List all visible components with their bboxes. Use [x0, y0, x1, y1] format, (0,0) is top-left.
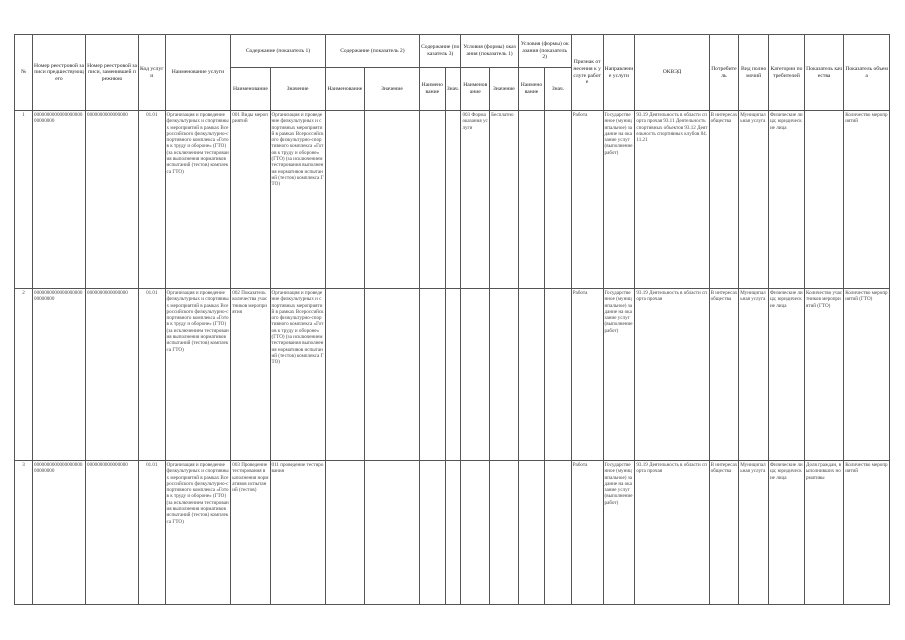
table-body — [15, 111, 890, 605]
cell-conditions-2-value — [545, 111, 572, 289]
cell-conditions-1-value: Бесплатно — [490, 111, 519, 289]
cell-content-2-value — [364, 111, 419, 289]
table-row — [15, 289, 890, 461]
col-okved: ОКВЭД — [635, 35, 709, 111]
header-row-main — [15, 35, 890, 68]
cell-okved: 93.19 Деятельность в области спорта прочая — [635, 461, 709, 605]
cell-service-name: Организация и проведение физкультурных и спортивных мероприятий в рамках Всероссийского физкультурно-спортивного комплекса «Готов к труду и обороне» (ГТО) (за исключением тестирования выполнения нормативов испытаний (тестов) комплекса ГТО) — [165, 461, 231, 605]
cell-service-code: 01.01 — [139, 289, 166, 461]
cell-conditions-2-value — [545, 289, 572, 461]
col-content-2-name: Наименование — [325, 68, 364, 111]
cell-purpose: Государственное (муниципальное) задание на оказание услуг (выполнение работ) — [603, 111, 635, 289]
registry-table — [14, 34, 890, 605]
cell-content-3-value — [445, 289, 461, 461]
table-row — [15, 111, 890, 289]
cell-num: 2 — [15, 289, 33, 461]
cell-consumer: В интересах общества — [709, 289, 739, 461]
col-activity: Признак отнесения к услуге работе — [571, 35, 603, 111]
cell-num: 1 — [15, 111, 33, 289]
cell-reg-number: 000000000000000000000000000 — [33, 111, 86, 289]
cell-content-2-value — [364, 461, 419, 605]
cell-quality: Доля граждан, выполнивших нормативы — [805, 461, 844, 605]
col-content-2-value: Значение — [364, 68, 419, 111]
cell-conditions-1-name — [461, 461, 490, 605]
cell-content-2-name — [325, 111, 364, 289]
cell-content-3-value — [445, 111, 461, 289]
cell-num: 3 — [15, 461, 33, 605]
col-content-1: Содержание (показатель 1) — [231, 35, 325, 68]
col-power-type: Вид полномочий — [739, 35, 769, 111]
cell-conditions-2-value — [545, 461, 572, 605]
col-reg-number-new: Номер реестровой записи, заменившей прежнюю — [86, 35, 139, 111]
cell-content-1-name: 001 Виды мероприятий — [231, 111, 270, 289]
cell-consumer-categories: Физические лица; юридические лица — [768, 461, 804, 605]
cell-content-3-name — [420, 289, 445, 461]
cell-power-type: Муниципальная услуга — [739, 289, 769, 461]
cell-content-2-name — [325, 289, 364, 461]
col-conditions-1-value: Значение — [490, 68, 519, 111]
cell-reg-number-new: 0000000000000000 — [86, 289, 139, 461]
col-content-2: Содержание (показатель 2) — [325, 35, 419, 68]
cell-content-1-name: 003 Проведение тестирования выполнения нормативов испытаний (тестов) — [231, 461, 270, 605]
col-conditions-2: Условия (формы) оказания (показатель 2) — [518, 35, 571, 68]
cell-conditions-2-name — [518, 111, 545, 289]
cell-volume: Количество мероприятий (ГТО) — [844, 289, 890, 461]
col-conditions-2-value: Знач. — [545, 68, 572, 111]
cell-consumer: В интересах общества — [709, 461, 739, 605]
col-purpose: Направление услуги — [603, 35, 635, 111]
cell-content-3-name — [420, 111, 445, 289]
cell-activity: Работа — [571, 111, 603, 289]
cell-okved: 93.19 Деятельность в области спорта прочая 93.11 Деятельность спортивных объектов 93.12 Деятельность спортивных клубов 84.11.21 — [635, 111, 709, 289]
cell-reg-number: 000000000000000000000000000 — [33, 289, 86, 461]
col-content-1-value: Значение — [270, 68, 325, 111]
col-consumer-categories: Категории потребителей — [768, 35, 804, 111]
cell-conditions-2-name — [518, 461, 545, 605]
document-sheet — [14, 34, 890, 606]
cell-conditions-1-name — [461, 289, 490, 461]
cell-service-name: Организация и проведение физкультурных и спортивных мероприятий в рамках Всероссийского физкультурно-спортивного комплекса «Готов к труду и обороне» (ГТО) (за исключением тестирования выполнения нормативов испытаний (тестов) комплекса ГТО) — [165, 111, 231, 289]
cell-power-type: Муниципальная услуга — [739, 461, 769, 605]
cell-power-type: Муниципальная услуга — [739, 111, 769, 289]
cell-consumer-categories: Физические лица; юридические лица — [768, 111, 804, 289]
cell-quality: Количество участников мероприятий (ГТО) — [805, 289, 844, 461]
cell-service-code: 01.01 — [139, 111, 166, 289]
cell-activity: Работа — [571, 289, 603, 461]
cell-service-code: 01.01 — [139, 461, 166, 605]
cell-service-name: Организация и проведение физкультурных и спортивных мероприятий в рамках Всероссийского физкультурно-спортивного комплекса «Готов к труду и обороне» (ГТО) (за исключением тестирования выполнения нормативов испытаний (тестов) комплекса ГТО) — [165, 289, 231, 461]
cell-content-3-name — [420, 461, 445, 605]
col-conditions-2-name: Наименование — [518, 68, 545, 111]
col-content-3: Содержание (показатель 3) — [420, 35, 461, 68]
table-row — [15, 461, 890, 605]
cell-content-1-value: Организация и проведение физкультурных и спортивных мероприятий в рамках Всероссийского физкультурно-спортивного комплекса «Готов к труду и обороне» (ГТО) (за исключением тестирования выполнения нормативов испытаний (тестов) комплекса ГТО) — [270, 289, 325, 461]
cell-reg-number-new: 0000000000000000 — [86, 461, 139, 605]
cell-consumer-categories: Физические лица; юридические лица — [768, 289, 804, 461]
cell-conditions-2-name — [518, 289, 545, 461]
cell-conditions-1-value — [490, 289, 519, 461]
cell-reg-number: 000000000000000000000000000 — [33, 461, 86, 605]
cell-conditions-1-name: 003 Форма оказания услуги — [461, 111, 490, 289]
col-content-3-value: Знач. — [445, 68, 461, 111]
col-content-1-name: Наименование — [231, 68, 270, 111]
cell-okved: 93.19 Деятельность в области спорта прочая — [635, 289, 709, 461]
cell-consumer: В интересах общества — [709, 111, 739, 289]
table-header — [15, 35, 890, 111]
cell-content-1-value: 011 проведение тестирования — [270, 461, 325, 605]
cell-reg-number-new: 0000000000000000 — [86, 111, 139, 289]
col-service-code: Код услуги — [139, 35, 166, 111]
cell-purpose: Государственное (муниципальное) задание на оказание услуг (выполнение работ) — [603, 461, 635, 605]
cell-volume: Количество мероприятий — [844, 461, 890, 605]
cell-conditions-1-value — [490, 461, 519, 605]
cell-content-2-name — [325, 461, 364, 605]
col-service-name: Наименование услуги — [165, 35, 231, 111]
col-num: № — [15, 35, 33, 111]
cell-content-1-name: 002 Показатель количества участников мероприятия — [231, 289, 270, 461]
col-consumer: Потребитель — [709, 35, 739, 111]
cell-content-3-value — [445, 461, 461, 605]
col-quality: Показатель качества — [805, 35, 844, 111]
cell-content-2-value — [364, 289, 419, 461]
col-conditions-1-name: Наименование — [461, 68, 490, 111]
col-volume: Показатель объема — [844, 35, 890, 111]
cell-quality — [805, 111, 844, 289]
col-content-3-name: Наименование — [420, 68, 445, 111]
col-conditions-1: Условия (формы) оказания (показатель 1) — [461, 35, 518, 68]
cell-volume: Количество мероприятий — [844, 111, 890, 289]
col-reg-number: Номер реестровой записи предшествующего — [33, 35, 86, 111]
cell-activity: Работа — [571, 461, 603, 605]
cell-content-1-value: Организация и проведение физкультурных и спортивных мероприятий в рамках Всероссийского физкультурно-спортивного комплекса «Готов к труду и обороне» (ГТО) (за исключением тестирования выполнения нормативов испытаний (тестов) комплекса ГТО) — [270, 111, 325, 289]
cell-purpose: Государственное (муниципальное) задание на оказание услуг (выполнение работ) — [603, 289, 635, 461]
